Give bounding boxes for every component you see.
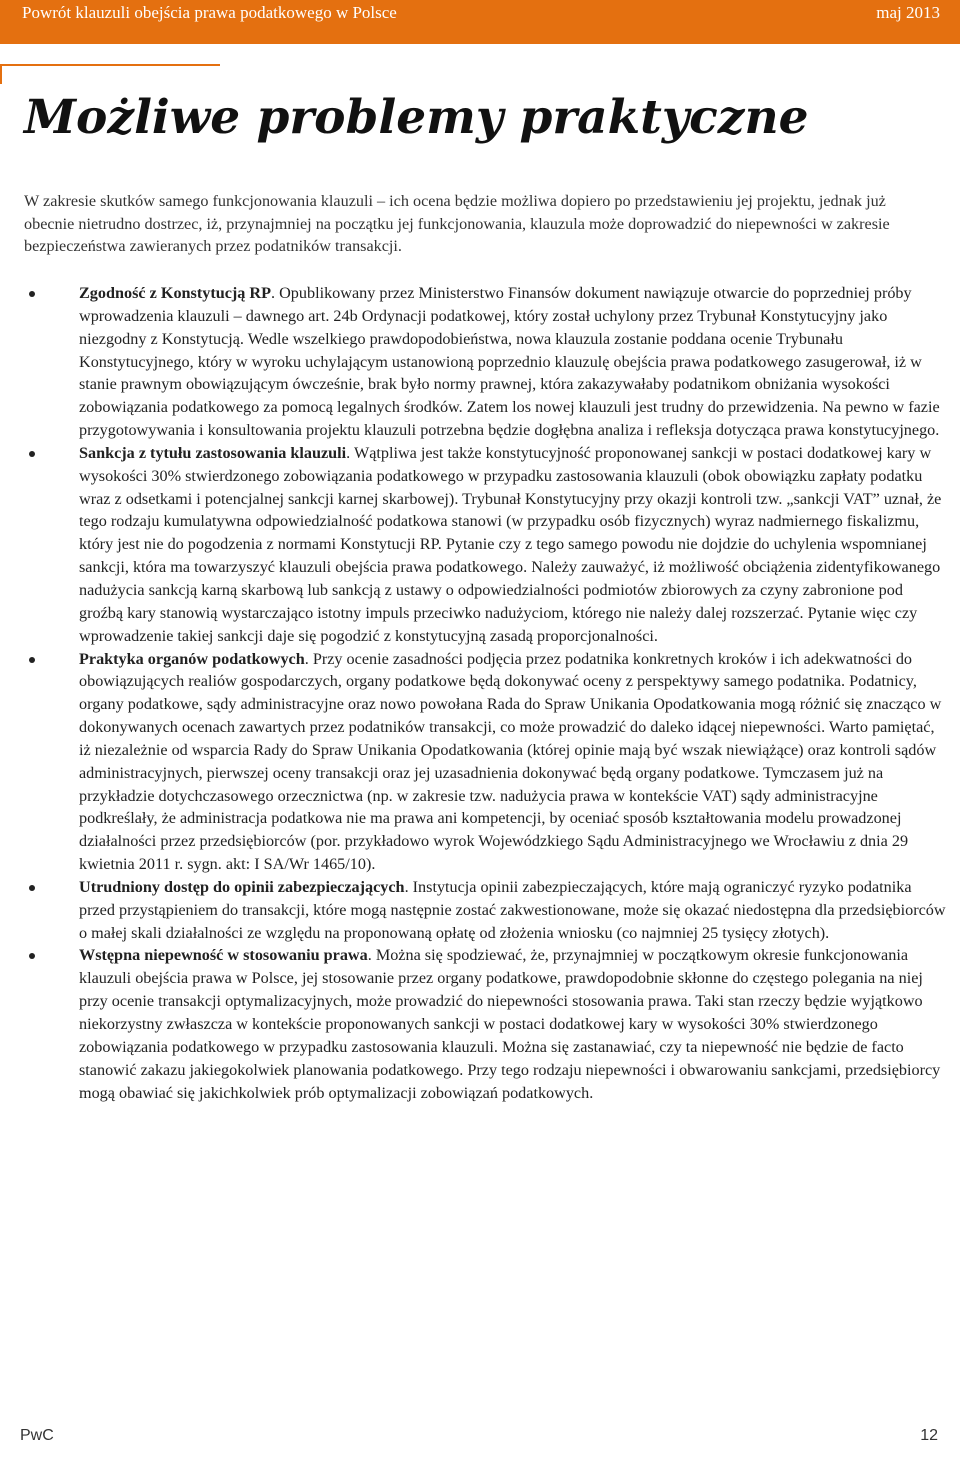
- item-heading: Wstępna niepewność w stosowaniu prawa: [79, 946, 368, 965]
- corner-rule-vertical: [0, 64, 2, 84]
- intro-paragraph: W zakresie skutków samego funkcjonowania klauzuli – ich ocena będzie możliwa dopiero po przedstawieniu jej projektu, jednak już obecnie nietrudno dostrzec, iż, przynajmniej na początku jej funkcjonowania, klauzula może doprowadzić do niepewności w zakresie bezpieczeństwa zawieranych przez podatników transakcji.: [24, 192, 890, 256]
- page-title: Możliwe problemy praktyczne: [24, 90, 809, 145]
- item-text: . Można się spodziewać, że, przynajmniej w początkowym okresie funkcjonowania klauzuli obejścia prawa w Polsce, jej stosowanie przez organy podatkowe, prawdopodobnie skłonne do częstego polegania na niej przy ocenie transakcji optymalizacyjnych, może prowadzić do niepewności stosowania prawa. Taki stan rzeczy będzie wyjątkowo niekorzystny zwłaszcza w kontekście proponowanych sankcji w postaci dodatkowej kary w wysokości 30% stwierdzonego zobowiązania podatkowego w przypadku zastosowania klauzuli. Można się zastanawiać, czy ta niepewność nie będzie de facto stanowić zakazu jakiegokolwiek planowania podatkowego. Przy tego rodzaju niepewności i obwarowaniu sankcjami, przedsiębiorcy mogą obawiać się jakichkolwiek prób optymalizacji zobowiązań podatkowych.: [79, 946, 941, 1102]
- footer-brand: PwC: [20, 1427, 54, 1444]
- bullet-icon: [29, 885, 35, 891]
- item-heading: Sankcja z tytułu zastosowania klauzuli: [79, 443, 347, 462]
- item-heading: Praktyka organów podatkowych: [79, 649, 305, 668]
- page-header: [0, 0, 960, 44]
- item-heading: Zgodność z Konstytucją RP: [79, 284, 272, 302]
- list-item: [0, 944, 960, 1104]
- list-item: [0, 648, 960, 876]
- item-text: . Opublikowany przez Ministerstwo Finansów dokument nawiązuje otwarcie do poprzedniej próby wprowadzenia klauzuli – dawnego art. 24b Ordynacji podatkowej, który został uchylony przez Trybunał Konstytucyjny jako niezgodny z Konstytucją. Wedle wszelkiego prawdopodobieństwa, nowa klauzula zostanie poddana ocenie Trybunału Konstytucyjnego, który w wyroku uchylającym ustanowioną poprzednio klauzulę obejścia prawa podatkowego zasugerował, iż w stanie prawnym obowiązującym ówcześnie, brak było normy prawnej, która zakazywałaby podatnikom obniżania wysokości zobowiązania podatkowego za pomocą legalnych środków. Zatem los nowej klauzuli jest trudny do przewidzenia. Na pewno w fazie przygotowywania i konsultowania projektu klauzuli potrzebna będzie dogłębna analiza i refleksja dotycząca prawa konstytucyjnego.: [79, 284, 940, 440]
- item-text: . Wątpliwa jest także konstytucyjność proponowanej sankcji w postaci dodatkowej kary w wysokości 30% stwierdzonego zobowiązania podatkowego w przypadku zastosowania klauzuli (obok obowiązku zapłaty podatku wraz z odsetkami i potencjalnej sankcji karnej skarbowej). Trybunał Konstytucyjny przy okazji kontroli tzw. „sankcji VAT” uznał, że tego rodzaju kumulatywna odpowiedzialność podatkowa stanowi (w przypadku osób fizycznych) wyraz nadmiernego fiskalizmu, który jest nie do pogodzenia z normami Konstytucji RP. Pytanie czy z tego samego powodu nie dojdzie do uchylenia wspomnianej sankcji, która ma towarzyszyć klauzuli obejścia prawa podatkowego. Należy zauważyć, iż możliwość obciążenia zidentyfikowanego nadużycia sankcją karną skarbową lub sankcją z ustawy o odpowiedzialności podmiotów zbiorowych za czyny zabronione pod groźbą kary stanowią wystarczająco istotny impuls przeciwko nadużyciom, którego nie należy dalej rozszerzać. Pytanie więc czy wprowadzenie takiej sankcji daje się pogodzić z konstytucyjną zasadą proporcjonalności.: [79, 443, 942, 645]
- corner-rule-horizontal: [0, 64, 220, 66]
- page-number: 12: [920, 1427, 938, 1444]
- list-item: [0, 282, 960, 442]
- header-date: maj 2013: [876, 3, 940, 22]
- header-title: Powrót klauzuli obejścia prawa podatkowego w Polsce: [22, 3, 397, 22]
- item-text: . Przy ocenie zasadności podjęcia przez podatnika konkretnych kroków i ich adekwatności do obowiązujących realiów gospodarczych, organy podatkowe będą dokonywać oceny z perspektywy samego podatnika. Podatnicy, organy podatkowe, sądy administracyjne oraz nowo powołana Rada do Spraw Unikania Opodatkowania mogą różnić się znacząco w dokonywanych ocenach zawartych przez podatników transakcji, co może prowadzić do daleko idącej niepewności. Warto pamiętać, iż niezależnie od wsparcia Rady do Spraw Unikania Opodatkowania (której opinie mają być wszak niewiążące) oraz kontroli sądów administracyjnych, pierwszej oceny transakcji oraz jej uzasadnienia dokonywać będą organy podatkowe. Tymczasem już na przykładzie dotychczasowego orzecznictwa (np. w zakresie tzw. nadużycia prawa w kontekście VAT) sądy administracyjne podkreślały, że administracja podatkowa nie ma prawa ani kompetencji, by oceniać sposób kształtowania modelu prowadzonej działalności przez przedsiębiorców (por. przykładowo wyrok Wojewódzkiego Sądu Administracyjnego we Wrocławiu z dnia 29 kwietnia 2011 r. sygn. akt: I SA/Wr 1465/10).: [79, 649, 942, 874]
- bullet-icon: [29, 291, 35, 297]
- issues-list: [0, 282, 960, 1104]
- list-item: [0, 876, 960, 945]
- item-heading: Utrudniony dostęp do opinii zabezpieczających: [79, 877, 405, 896]
- bullet-icon: [29, 451, 35, 457]
- page-footer: [0, 1424, 960, 1464]
- item-text: . Instytucja opinii zabezpieczających, które mają ograniczyć ryzyko podatnika przed przystąpieniem do transakcji, które mogą następnie zostać zakwestionowane, może się okazać niedostępna dla przedsiębiorców o małej skali działalności ze względu na proponowaną opłatę od złożenia wniosku (co najmniej 25 tysięcy złotych).: [79, 877, 946, 942]
- bullet-icon: [29, 657, 35, 663]
- bullet-icon: [29, 953, 35, 959]
- list-item: [0, 442, 960, 648]
